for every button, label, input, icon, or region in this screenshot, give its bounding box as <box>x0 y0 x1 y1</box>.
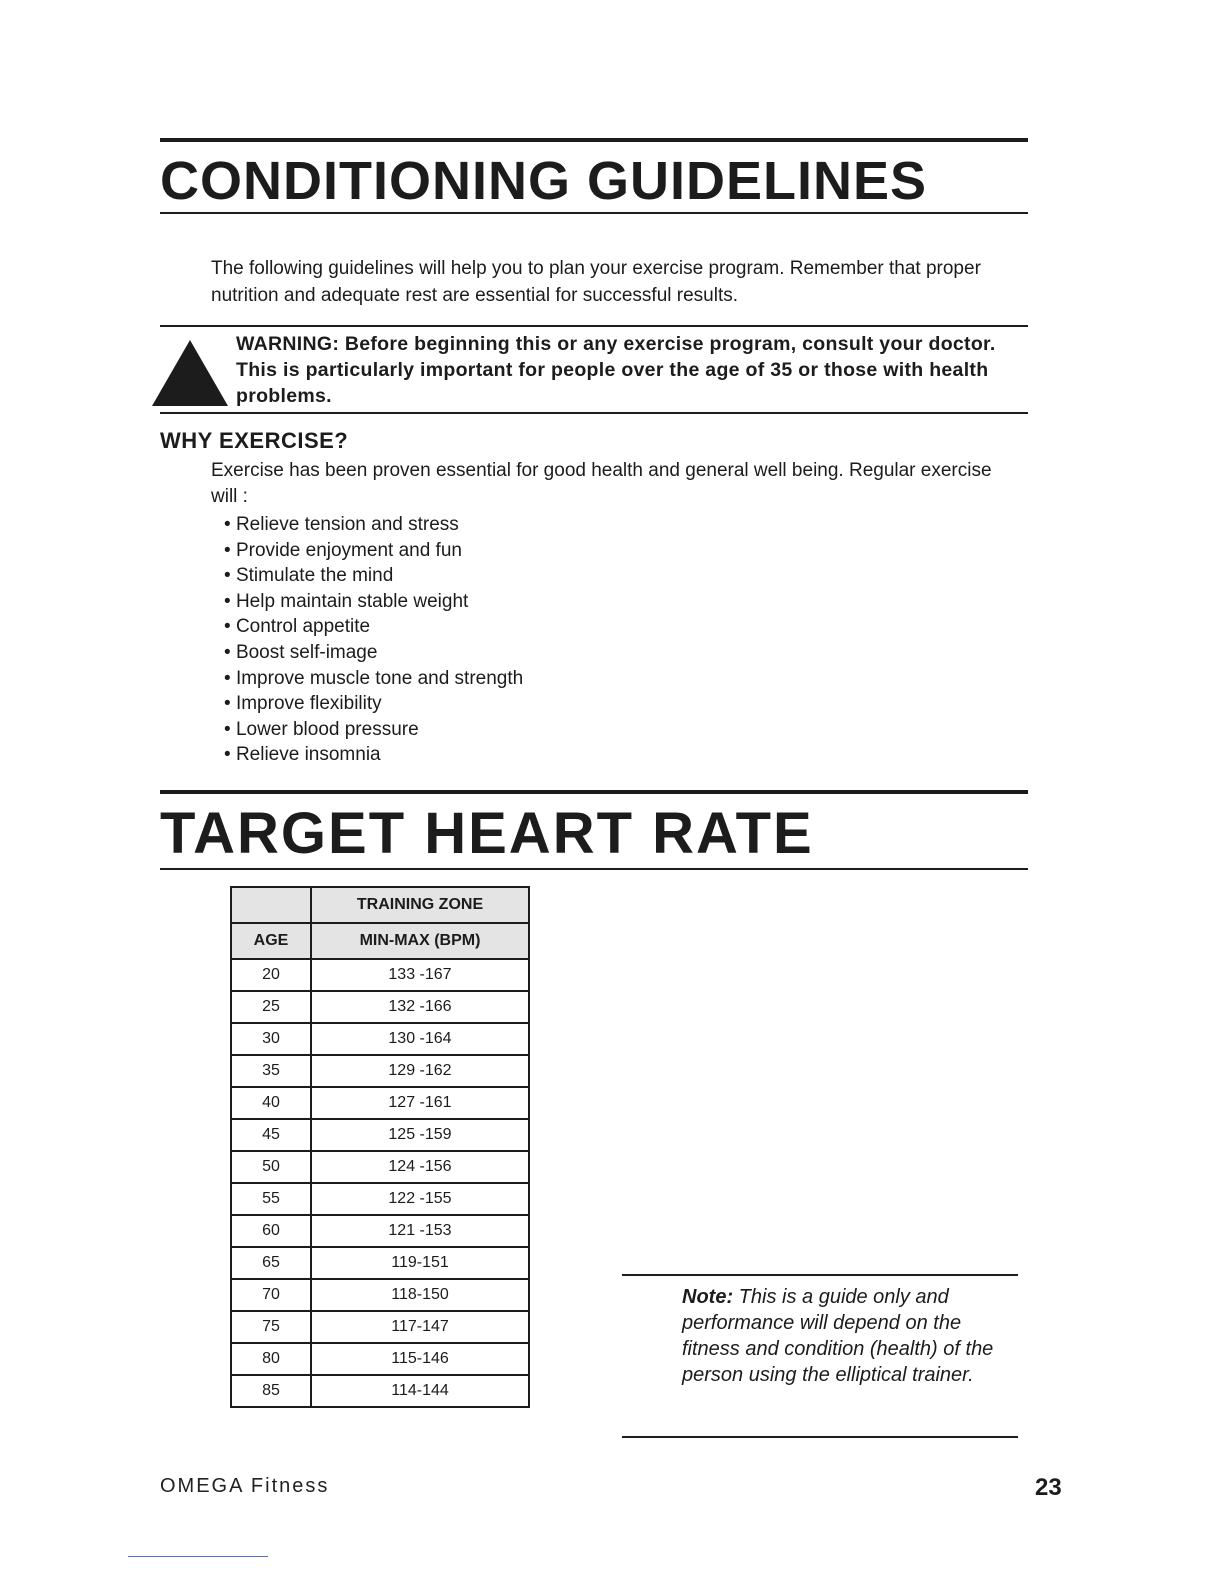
age-cell: 35 <box>231 1055 311 1087</box>
range-cell: 121 -153 <box>311 1215 529 1247</box>
header-min-max: MIN-MAX (BPM) <box>311 923 529 959</box>
header-training-zone: TRAINING ZONE <box>311 887 529 923</box>
range-cell: 133 -167 <box>311 959 529 991</box>
list-item: • Lower blood pressure <box>224 717 523 743</box>
table-row <box>231 1311 529 1343</box>
age-cell: 45 <box>231 1119 311 1151</box>
age-cell: 40 <box>231 1087 311 1119</box>
table-header-row <box>231 923 529 959</box>
range-cell: 118-150 <box>311 1279 529 1311</box>
age-cell: 30 <box>231 1023 311 1055</box>
note-label: Note: <box>682 1286 734 1308</box>
table-row <box>231 1023 529 1055</box>
warning-top-rule <box>160 325 1028 327</box>
top-rule <box>160 138 1028 142</box>
range-cell: 130 -164 <box>311 1023 529 1055</box>
table-row <box>231 1343 529 1375</box>
list-item: • Control appetite <box>224 614 523 640</box>
range-cell: 114-144 <box>311 1375 529 1407</box>
table-row <box>231 991 529 1023</box>
table-row <box>231 1215 529 1247</box>
table-row <box>231 1183 529 1215</box>
title-underline <box>160 212 1028 214</box>
range-cell: 127 -161 <box>311 1087 529 1119</box>
range-cell: 129 -162 <box>311 1055 529 1087</box>
age-cell: 20 <box>231 959 311 991</box>
range-cell: 132 -166 <box>311 991 529 1023</box>
age-cell: 80 <box>231 1343 311 1375</box>
section2-underline <box>160 868 1028 870</box>
table-row <box>231 1247 529 1279</box>
warning-triangle-icon <box>150 338 230 408</box>
list-item: • Boost self-image <box>224 640 523 666</box>
list-item: • Stimulate the mind <box>224 563 523 589</box>
list-item: • Help maintain stable weight <box>224 589 523 615</box>
age-cell: 55 <box>231 1183 311 1215</box>
list-item: • Relieve tension and stress <box>224 512 523 538</box>
age-cell: 50 <box>231 1151 311 1183</box>
table-row <box>231 1087 529 1119</box>
warning-text: WARNING: Before beginning this or any exercise program, consult your doctor. This is particularly important for people over the age of 35 or those with health problems. <box>236 333 996 407</box>
section-title-target-heart-rate: TARGET HEART RATE <box>160 801 814 866</box>
warning-bottom-rule <box>160 412 1028 414</box>
table-row <box>231 1055 529 1087</box>
section2-top-rule <box>160 790 1028 794</box>
age-cell: 65 <box>231 1247 311 1279</box>
age-cell: 75 <box>231 1311 311 1343</box>
range-cell: 122 -155 <box>311 1183 529 1215</box>
range-cell: 119-151 <box>311 1247 529 1279</box>
why-exercise-heading: WHY EXERCISE? <box>160 428 349 453</box>
header-blank-cell <box>231 887 311 923</box>
table-row <box>231 1375 529 1407</box>
note-box <box>622 1274 1018 1438</box>
age-cell: 70 <box>231 1279 311 1311</box>
footer-brand: OMEGA Fitness <box>160 1475 330 1497</box>
intro-paragraph: The following guidelines will help you to plan your exercise program. Remember that proper nutrition and adequate rest are essential for successful results. <box>211 258 981 306</box>
list-item: • Relieve insomnia <box>224 742 523 768</box>
header-age: AGE <box>231 923 311 959</box>
list-item: • Provide enjoyment and fun <box>224 538 523 564</box>
range-cell: 124 -156 <box>311 1151 529 1183</box>
page-number: 23 <box>1035 1474 1062 1501</box>
table-row <box>231 959 529 991</box>
heart-rate-table <box>230 886 530 1408</box>
benefits-list <box>224 512 523 768</box>
age-cell: 85 <box>231 1375 311 1407</box>
age-cell: 25 <box>231 991 311 1023</box>
list-item: • Improve muscle tone and strength <box>224 666 523 692</box>
table-row <box>231 1119 529 1151</box>
why-exercise-body: Exercise has been proven essential for good health and general well being. Regular exercise will : <box>211 460 992 507</box>
table-row <box>231 1151 529 1183</box>
range-cell: 125 -159 <box>311 1119 529 1151</box>
divider <box>128 1556 268 1557</box>
table-row <box>231 1279 529 1311</box>
range-cell: 117-147 <box>311 1311 529 1343</box>
list-item: • Improve flexibility <box>224 691 523 717</box>
age-cell: 60 <box>231 1215 311 1247</box>
range-cell: 115-146 <box>311 1343 529 1375</box>
table-header-row <box>231 887 529 923</box>
note-text <box>682 1284 1002 1388</box>
page-title: CONDITIONING GUIDELINES <box>160 151 928 211</box>
note-body: This is a guide only and performance will depend on the fitness and condition (health) of the person using the elliptical trainer. <box>682 1286 994 1386</box>
